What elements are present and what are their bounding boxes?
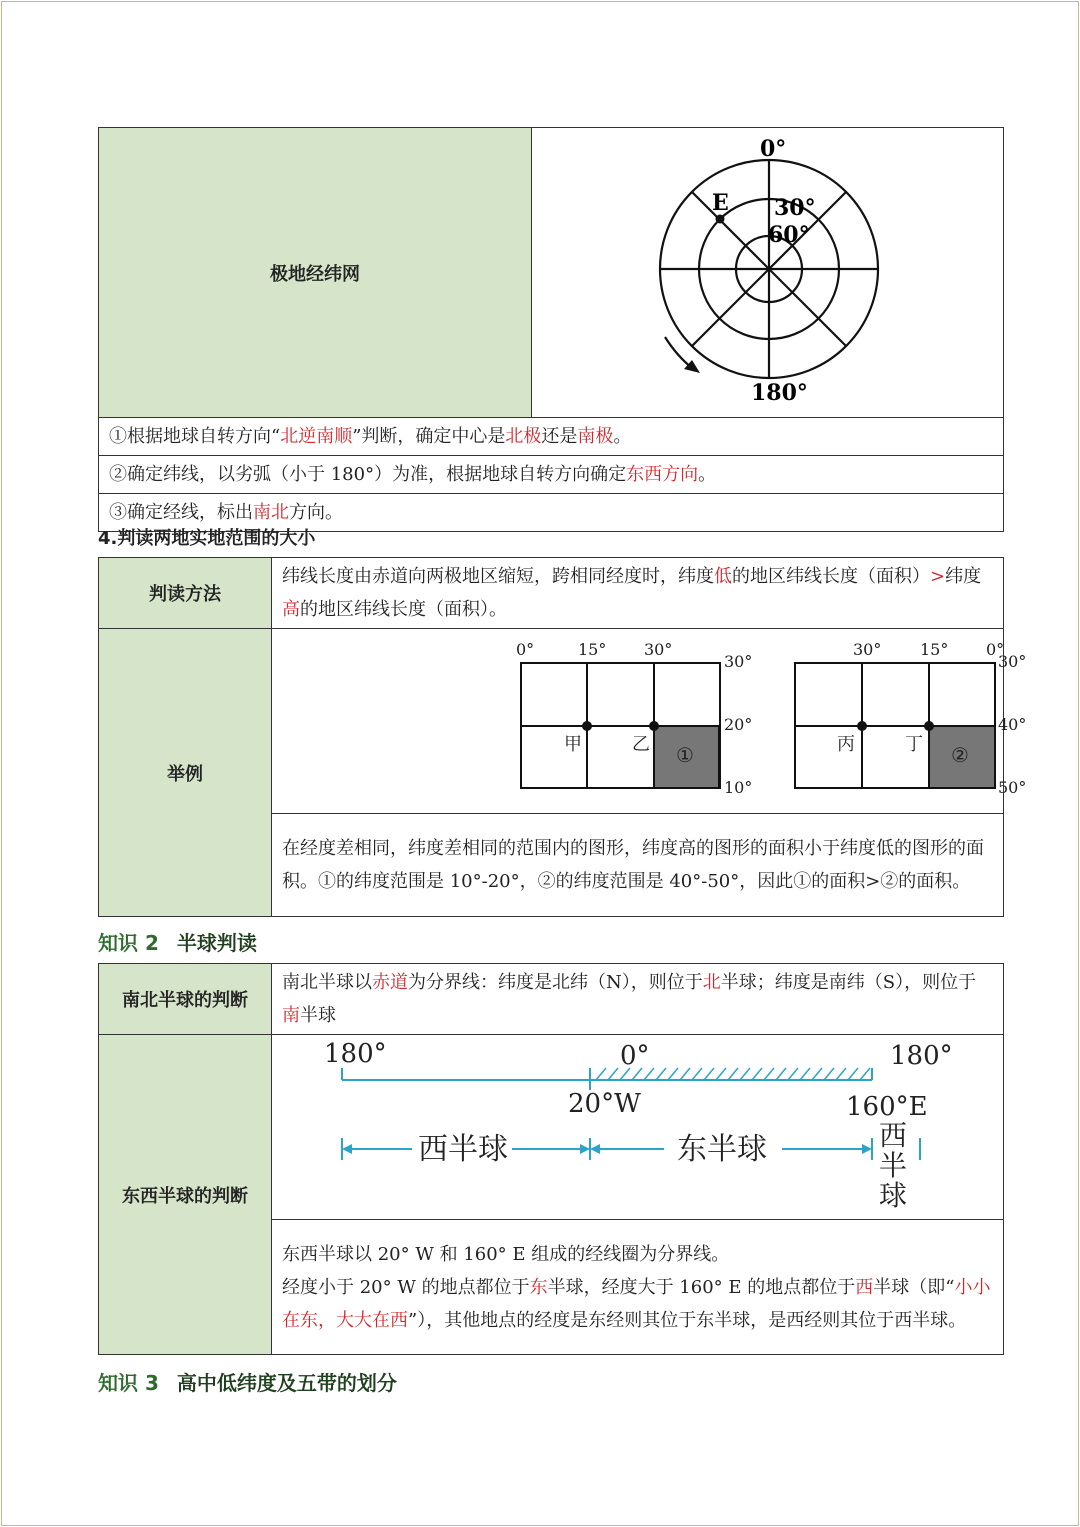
- knowledge-3-title: 高中低纬度及五带的划分: [176, 1371, 397, 1395]
- ew-east-label: 东半球: [677, 1132, 767, 1167]
- g2-right-50: 50°: [998, 778, 1027, 797]
- example-diagram-cell: [272, 629, 1027, 814]
- ew-160e: 160°E: [846, 1092, 928, 1122]
- method-label: 判读方法: [99, 558, 272, 629]
- ew-text-line-1: 东西半球以 20° W 和 160° E 组成的经线圈为分界线。: [282, 1243, 730, 1265]
- g1-right-10: 10°: [724, 778, 753, 797]
- section-4-heading: 4.判读两地实地范围的大小: [98, 528, 316, 549]
- section-4-table: [98, 557, 1027, 917]
- ew-label: 东西半球的判断: [99, 1035, 272, 1355]
- label-30: 30°: [774, 195, 816, 221]
- hemisphere-table: [98, 963, 1004, 1355]
- ns-text: 南北半球以赤道为分界线：纬度是北纬（N），则位于北半球；纬度是南纬（S），则位于南半球: [272, 964, 1004, 1035]
- g1-right-20: 20°: [724, 715, 753, 734]
- ew-text-line-2: 经度小于 20° W 的地点都位于东半球，经度大于 160° E 的地点都位于西半球（即“小小在东，大大在西”），其他地点的经度是东经则其位于东半球，是西经则其位于西半球。: [282, 1276, 991, 1331]
- ew-20w: 20°W: [568, 1089, 641, 1119]
- ew-text: [272, 1220, 1004, 1355]
- ew-diagram: [272, 1035, 1002, 1215]
- g1-cell: ①: [676, 743, 694, 767]
- polar-diagram-cell: [532, 128, 1004, 418]
- label-e: E: [712, 190, 729, 216]
- polar-step-2: ②确定纬线，以劣弧（小于 180°）为准，根据地球自转方向确定东西方向。: [99, 456, 1004, 494]
- ew-west2-char-1: 西: [879, 1119, 908, 1152]
- ew-mid-0: 0°: [620, 1041, 650, 1071]
- g2-right-40: 40°: [998, 715, 1027, 734]
- g2-right-30: 30°: [998, 652, 1027, 671]
- g1-right-30: 30°: [724, 652, 753, 671]
- g1-point-jia: 甲: [564, 734, 582, 755]
- g2-top-0: 0°: [986, 640, 1005, 659]
- example-text: 在经度差相同，纬度差相同的范围内的图形，纬度高的图形的面积小于纬度低的图形的面积。①的纬度范围是 10°-20°，②的纬度范围是 40°-50°，因此①的面积>②的面积。: [272, 814, 1004, 917]
- method-text: 纬线长度由赤道向两极地区缩短，跨相同经度时，纬度低的地区纬线长度（面积）>纬度高的地区纬线长度（面积）。: [272, 558, 1004, 629]
- example-label: 举例: [99, 629, 272, 917]
- ns-label: 南北半球的判断: [99, 964, 272, 1035]
- label-0: 0°: [760, 136, 787, 162]
- g1-top-15: 15°: [578, 640, 607, 659]
- g2-cell: ②: [951, 743, 969, 767]
- ew-left-180: 180°: [324, 1039, 387, 1069]
- polar-table: [98, 127, 1004, 532]
- ew-right-180: 180°: [890, 1041, 953, 1071]
- ew-diagram-cell: [272, 1035, 1004, 1220]
- polar-step-3: ③确定经线，标出南北方向。: [99, 494, 1004, 532]
- g2-top-15: 15°: [920, 640, 949, 659]
- knowledge-2-heading: [98, 927, 257, 956]
- ew-west2-char-2: 半: [879, 1149, 908, 1182]
- g1-point-yi: 乙: [632, 734, 650, 755]
- label-180: 180°: [751, 380, 808, 406]
- polar-step-1: ①根据地球自转方向“北逆南顺”判断，确定中心是北极还是南极。: [99, 418, 1004, 456]
- g1-top-0: 0°: [516, 640, 535, 659]
- knowledge-2-num: 知识 2: [98, 931, 159, 955]
- knowledge-3-heading: [98, 1367, 397, 1396]
- polar-diagram: [532, 128, 1002, 413]
- g1-top-30: 30°: [644, 640, 673, 659]
- g2-top-30: 30°: [853, 640, 882, 659]
- ew-west-label: 西半球: [418, 1132, 508, 1167]
- grid-diagrams: [272, 629, 1027, 809]
- ew-west2-char-3: 球: [879, 1179, 908, 1212]
- knowledge-3-num: 知识 3: [98, 1371, 159, 1395]
- polar-label: 极地经纬网: [99, 128, 532, 418]
- label-60: 60°: [768, 222, 810, 248]
- g2-point-ding: 丁: [905, 734, 923, 755]
- knowledge-2-title: 半球判读: [176, 931, 257, 955]
- g2-point-bing: 丙: [837, 734, 855, 755]
